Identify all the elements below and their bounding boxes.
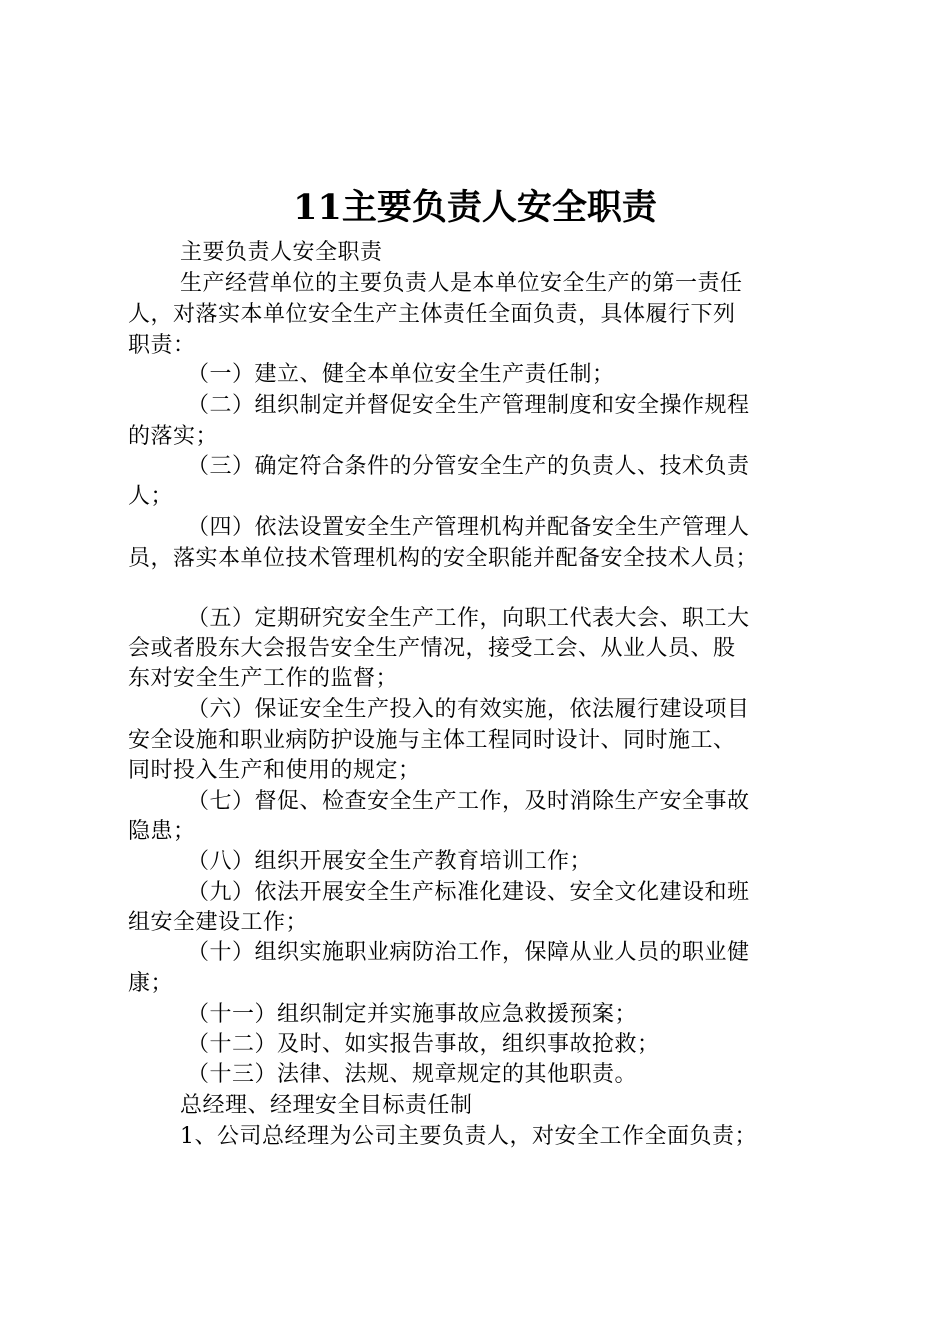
list-item: （四）依法设置安全生产管理机构并配备安全生产管理人 (187, 515, 750, 540)
paragraph-line: 1、公司总经理为公司主要负责人，对安全工作全面负责； (180, 1124, 757, 1149)
list-item: （十二）及时、如实报告事故，组织事故抢救； (187, 1032, 660, 1057)
paragraph-line: 职责： (128, 333, 196, 358)
list-item: （九）依法开展安全生产标准化建设、安全文化建设和班 (187, 880, 750, 905)
list-item: （十）组织实施职业病防治工作，保障从业人员的职业健 (187, 940, 750, 965)
list-item: （三）确定符合条件的分管安全生产的负责人、技术负责 (187, 454, 750, 479)
list-item-continuation: 组安全建设工作； (128, 910, 309, 935)
list-item-continuation: 康； (128, 971, 174, 996)
list-item-continuation: 同时投入生产和使用的规定； (128, 758, 421, 783)
list-item-continuation: 安全设施和职业病防护设施与主体工程同时设计、同时施工、 (128, 728, 736, 753)
list-item: （十一）组织制定并实施事故应急救援预案； (187, 1002, 638, 1027)
list-item: （二）组织制定并督促安全生产管理制度和安全操作规程 (187, 393, 750, 418)
list-item-continuation: 东对安全生产工作的监督； (128, 666, 399, 691)
section-heading: 总经理、经理安全目标责任制 (180, 1093, 473, 1118)
list-item: （五）定期研究安全生产工作，向职工代表大会、职工大 (187, 606, 750, 631)
list-item: （八）组织开展安全生产教育培训工作； (187, 849, 593, 874)
list-item-continuation: 会或者股东大会报告安全生产情况，接受工会、从业人员、股 (128, 636, 736, 661)
list-item-continuation: 人； (128, 484, 174, 509)
paragraph-line: 生产经营单位的主要负责人是本单位安全生产的第一责任 (180, 271, 743, 296)
list-item-continuation: 的落实； (128, 424, 219, 449)
paragraph-line: 人，对落实本单位安全生产主体责任全面负责，具体履行下列 (128, 302, 736, 327)
document-title: 11主要负责人安全职责 (293, 187, 657, 228)
list-item: （一）建立、健全本单位安全生产责任制； (187, 362, 615, 387)
list-item: （十三）法律、法规、规章规定的其他职责。 (187, 1062, 638, 1087)
section-heading: 主要负责人安全职责 (180, 240, 383, 265)
list-item: （七）督促、检查安全生产工作，及时消除生产安全事故 (187, 789, 750, 814)
list-item: （六）保证安全生产投入的有效实施，依法履行建设项目 (187, 697, 750, 722)
list-item-continuation: 员，落实本单位技术管理机构的安全职能并配备安全技术人员； (128, 546, 759, 571)
list-item-continuation: 隐患； (128, 819, 196, 844)
